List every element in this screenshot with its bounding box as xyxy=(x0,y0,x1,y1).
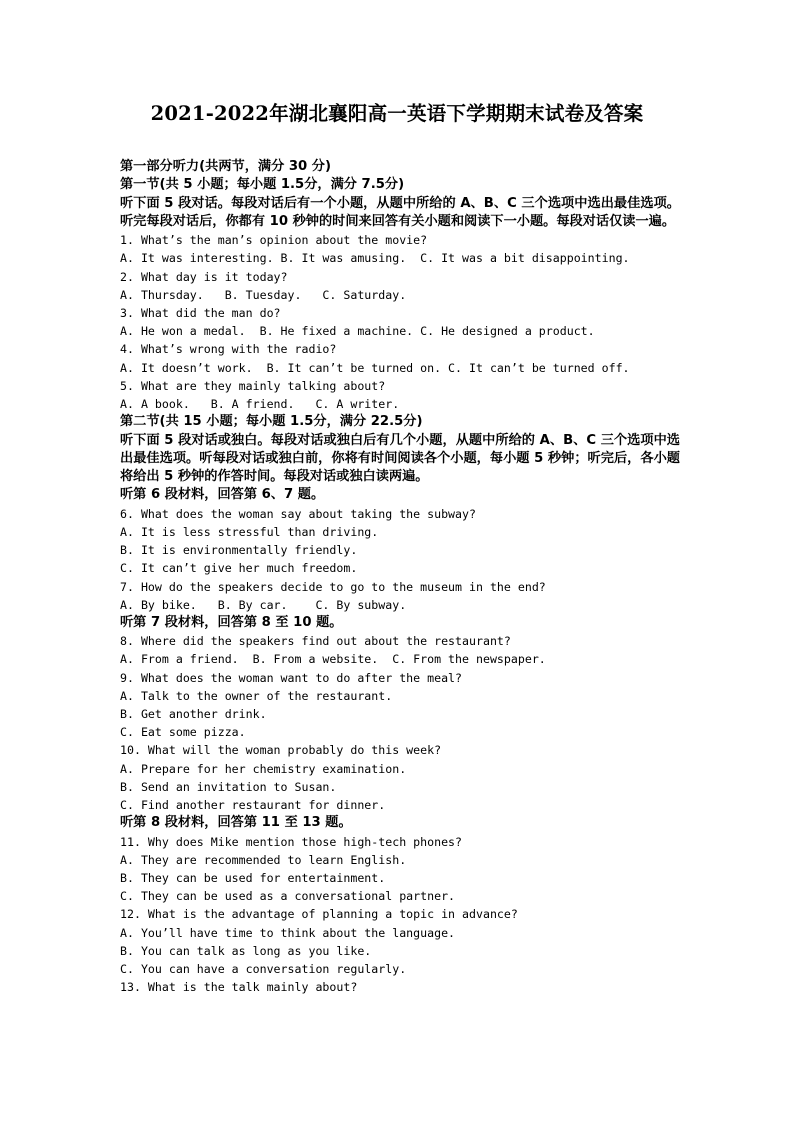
question-line: 13. What is the talk mainly about? xyxy=(120,980,358,995)
option-line: C. It can’t give her much freedom. xyxy=(120,561,358,576)
document-body xyxy=(120,158,680,996)
question-line: 4. What’s wrong with the radio? xyxy=(120,342,337,357)
option-line: C. Eat some pizza. xyxy=(120,725,246,740)
option-line: A. He won a medal. B. He fixed a machine. C. He designed a product. xyxy=(120,324,595,339)
section2-heading: 第二节(共 15 小题；每小题 1.5分，满分 22.5分) xyxy=(120,414,423,430)
material8-heading: 听第 8 段材料，回答第 11 至 13 题。 xyxy=(120,815,352,831)
option-line: C. They can be used as a conversational partner. xyxy=(120,889,456,904)
section1-questions xyxy=(120,231,680,413)
question-line: 5. What are they mainly talking about? xyxy=(120,378,386,393)
option-line: A. By bike. B. By car. C. By subway. xyxy=(120,597,407,612)
option-line: A. It is less stressful than driving. xyxy=(120,524,379,539)
option-line: A. You’ll have time to think about the language. xyxy=(120,925,456,940)
question-line: 8. Where did the speakers find out about the restaurant? xyxy=(120,634,511,649)
question-line: 1. What’s the man’s opinion about the movie? xyxy=(120,233,428,248)
material6-questions xyxy=(120,505,680,614)
question-line: 11. Why does Mike mention those high-tech phones? xyxy=(120,834,463,849)
option-line: A. It doesn’t work. B. It can’t be turned on. C. It can’t be turned off. xyxy=(120,360,630,375)
option-line: C. Find another restaurant for dinner. xyxy=(120,798,386,813)
question-line: 10. What will the woman probably do this week? xyxy=(120,743,442,758)
option-line: A. Talk to the owner of the restaurant. xyxy=(120,688,393,703)
section1-heading: 第一节(共 5 小题；每小题 1.5分，满分 7.5分) xyxy=(120,177,405,193)
option-line: B. Send an invitation to Susan. xyxy=(120,779,337,794)
question-line: 3. What did the man do? xyxy=(120,306,281,320)
option-line: C. You can have a conversation regularly. xyxy=(120,961,407,976)
material7-heading: 听第 7 段材料，回答第 8 至 10 题。 xyxy=(120,614,343,630)
option-line: A. They are recommended to learn English. xyxy=(120,852,407,867)
option-line: A. It was interesting. B. It was amusing. C. It was a bit disappointing. xyxy=(120,251,630,266)
option-line: A. A book. B. A friend. C. A writer. xyxy=(120,397,400,412)
document-title: 2021-2022年湖北襄阳高一英语下学期期末试卷及答案 xyxy=(150,102,644,125)
question-line: 6. What does the woman say about taking the subway? xyxy=(120,506,476,521)
material6-heading: 听第 6 段材料，回答第 6、7 题。 xyxy=(120,487,325,503)
question-line: 7. How do the speakers decide to go to the museum in the end? xyxy=(120,579,546,594)
part1-heading: 第一部分听力(共两节，满分 30 分) xyxy=(120,159,332,174)
question-line: 2. What day is it today? xyxy=(120,269,288,284)
option-line: A. From a friend. B. From a website. C. From the newspaper. xyxy=(120,652,546,667)
section2-instructions: 听下面 5 段对话或独白。每段对话或独白后有几个小题，从题中所给的 A、B、C 三个选项中选出最佳选项。听每段对话或独白前，你将有时间阅读各个小题，每小题 5 秒钟；听完后，各小题将给出 5 秒钟的作答时间。每段对话或独白读两遍。 xyxy=(120,432,680,485)
option-line: B. Get another drink. xyxy=(120,707,267,722)
material7-questions xyxy=(120,632,680,814)
option-line: B. It is environmentally friendly. xyxy=(120,543,358,558)
question-line: 12. What is the advantage of planning a topic in advance? xyxy=(120,907,518,922)
material8-questions xyxy=(120,833,680,997)
option-line: B. You can talk as long as you like. xyxy=(120,943,372,958)
question-line: 9. What does the woman want to do after the meal? xyxy=(120,670,463,685)
option-line: B. They can be used for entertainment. xyxy=(120,870,386,885)
option-line: A. Prepare for her chemistry examination. xyxy=(120,761,407,776)
section1-instructions: 听下面 5 段对话。每段对话后有一个小题，从题中所给的 A、B、C 三个选项中选出最佳选项。听完每段对话后，你都有 10 秒钟的时间来回答有关小题和阅读下一小题。每段对话仅读一遍。 xyxy=(120,195,680,229)
option-line: A. Thursday. B. Tuesday. C. Saturday. xyxy=(120,287,407,302)
